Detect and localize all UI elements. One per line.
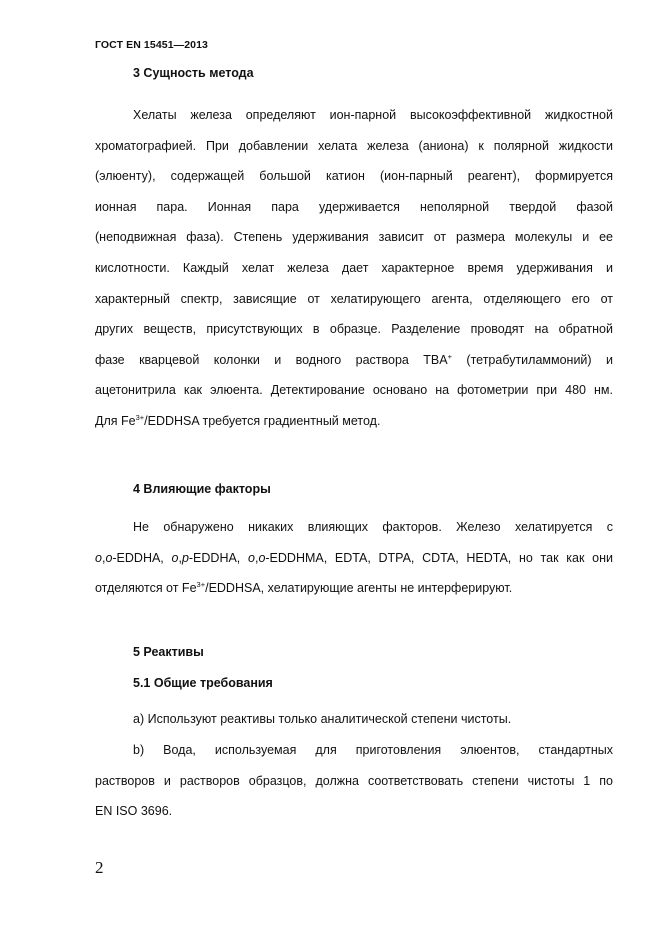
paragraph-line: (элюенту), содержащей большой катион (ион-парный реагент), формируется [95,169,613,184]
paragraph-line: (неподвижная фаза). Степень удерживания зависит от размера молекулы и ее [95,230,613,245]
paragraph-line: хроматографией. При добавлении хелата железа (аниона) к полярной жидкости [95,138,613,153]
text-segment: -EDDHA, [112,550,172,565]
superscript: + [447,351,452,361]
text-segment: -EDDHMA, EDTA, DTPA, CDTA, HEDTA, но так как они [265,550,613,565]
item-b-paragraph [95,735,613,827]
superscript: 3+ [135,412,145,422]
paragraph-line: а) Используют реактивы только аналитической степени чистоты. [133,712,512,726]
paragraph-line [95,573,613,604]
text-segment: , [178,550,182,565]
section-5-heading: 5 Реактивы [133,645,204,659]
italic-letter: o [105,550,113,565]
section-3-paragraph [95,100,613,437]
paragraph-line: Хелаты железа определяют ион-парной высокоэффективной жидкостной [133,108,613,122]
paragraph-line: ионная пара. Ионная пара удерживается неполярной твердой фазой [95,199,613,214]
paragraph-line: других веществ, присутствующих в образце. Разделение проводят на обратной [95,322,613,337]
italic-letter: o [258,550,266,565]
standard-header: ГОСТ EN 15451—2013 [95,39,208,51]
superscript: 3+ [196,580,206,589]
paragraph-line: характерный спектр, зависящие от хелатирующего агента, отделяющего его от [95,291,613,306]
paragraph-line: b) Вода, используемая для приготовления элюентов, стандартных [133,743,613,757]
text-segment: , [254,550,259,565]
paragraph-line [95,345,613,376]
text-segment: (тетрабутиламмоний) и [451,352,613,367]
section-3-heading: 3 Сущность метода [133,66,254,80]
text-segment: -EDDHA, [188,550,248,565]
italic-letter: p [181,550,189,565]
text-segment: /EDDHSA требуется градиентный метод. [144,413,381,428]
paragraph-line: растворов и растворов образцов, должна соответствовать степени чистоты 1 по [95,773,613,788]
text-segment: /EDDHSA, хелатирующие агенты не интерферируют. [205,581,513,595]
section-4-heading: 4 Влияющие факторы [133,482,271,496]
text-segment: отделяются от Fe [95,581,197,595]
paragraph-line [95,406,613,437]
paragraph-line [95,543,613,574]
paragraph-line: ацетонитрила как элюента. Детектирование основано на фотометрии при 480 нм. [95,383,613,398]
italic-letter: o [248,550,255,565]
text-segment: Для Fe [95,413,136,428]
section-5-1-heading: 5.1 Общие требования [133,676,273,690]
page-number: 2 [95,858,104,877]
item-a-paragraph [95,704,613,735]
text-segment: фазе кварцевой колонки и водного раствора TBA [95,352,448,367]
paragraph-line: кислотности. Каждый хелат железа дает характерное время удерживания и [95,260,613,275]
text-segment: , [101,550,106,565]
paragraph-line: Не обнаружено никаких влияющих факторов. Железо хелатируется с [133,520,613,534]
paragraph-line: EN ISO 3696. [95,804,173,818]
section-4-paragraph [95,512,613,604]
italic-letter: o [171,550,179,565]
italic-letter: o [95,550,102,565]
